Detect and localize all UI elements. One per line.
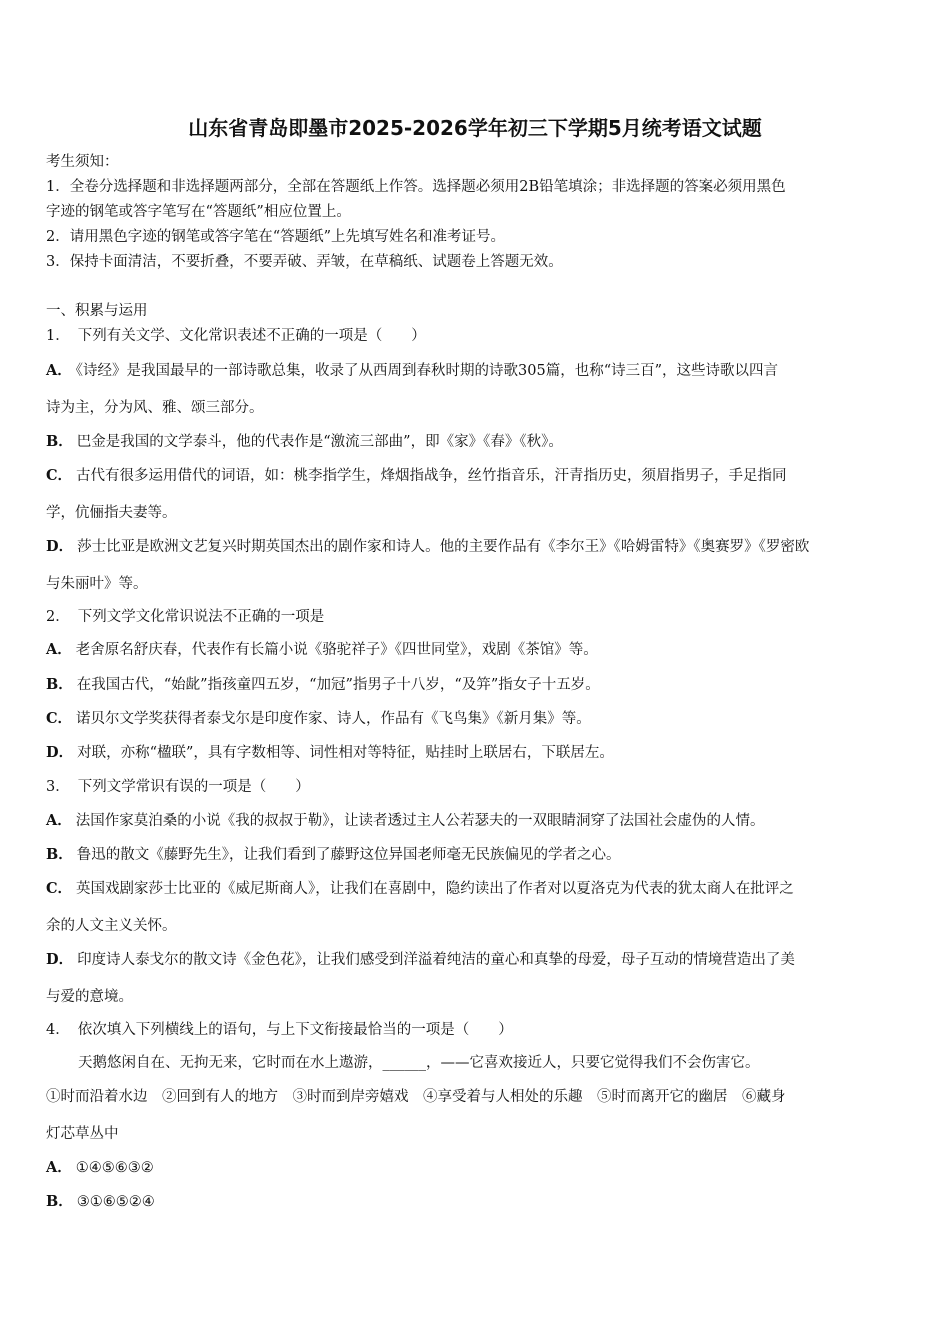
q1-option-b	[46, 432, 563, 452]
option-letter: A．	[46, 812, 72, 829]
question-1	[46, 326, 426, 346]
notice-item: 1．全卷分选择题和非选择题两部分，全部在答题纸上作答。选择题必须用2B铅笔填涂；非选择题的答案必须用黑色	[46, 179, 786, 195]
q4-option-a	[46, 1158, 154, 1178]
question-number: 1．	[46, 328, 70, 344]
question-4	[46, 1020, 513, 1040]
option-letter: A．	[46, 641, 72, 658]
q2-option-d	[46, 743, 614, 763]
option-text: 鲁迅的散文《藤野先生》，让我们看到了藤野这位异国老师毫无民族偏见的学者之心。	[76, 847, 621, 863]
q2-option-a	[46, 640, 598, 660]
option-text: 英国戏剧家莎士比亚的《威尼斯商人》，让我们在喜剧中，隐约读出了作者对以夏洛克为代表的犹太商人在批评之	[76, 881, 794, 897]
option-letter: C．	[46, 710, 73, 727]
question-number: 3．	[46, 779, 70, 795]
question-number: 4．	[46, 1022, 70, 1038]
question-stem: 下列文学常识有误的一项是（ ）	[77, 779, 310, 795]
notice-item: 字迹的钢笔或答字笔写在“答题纸”相应位置上。	[46, 204, 351, 220]
q2-option-b	[46, 675, 600, 695]
option-letter: A．	[46, 362, 72, 379]
option-text: 古代有很多运用借代的词语，如：桃李指学生，烽烟指战争，丝竹指音乐，汗青指历史，须眉指男子，手足指同	[76, 468, 787, 484]
q3-option-c-cont: 余的人文主义关怀。	[46, 918, 177, 934]
question-2	[46, 607, 324, 627]
notice-heading: 考生须知：	[46, 154, 119, 170]
option-text: 巴金是我国的文学泰斗，他的代表作是“激流三部曲”，即《家》《春》《秋》。	[76, 434, 563, 450]
q4-choices-cont: 灯芯草丛中	[46, 1126, 119, 1142]
option-text: 法国作家莫泊桑的小说《我的叔叔于勒》，让读者透过主人公若瑟夫的一双眼睛洞穿了法国社会虚伪的人情。	[75, 813, 765, 829]
question-3	[46, 777, 310, 797]
option-letter: C．	[46, 467, 73, 484]
q4-choices: ①时而沿着水边 ②回到有人的地方 ③时而到岸旁嬉戏 ④享受着与人相处的乐趣 ⑤时而离开它的幽居 ⑥藏身	[46, 1089, 786, 1105]
q1-option-c	[46, 466, 787, 486]
page-title: 山东省青岛即墨市2025-2026学年初三下学期5月统考语文试题	[188, 116, 762, 140]
option-text: 在我国古代，“始龀”指孩童四五岁，“加冠”指男子十八岁，“及笄”指女子十五岁。	[76, 677, 600, 693]
q3-option-c	[46, 879, 794, 899]
option-letter: D．	[46, 951, 74, 968]
q1-option-a	[46, 361, 778, 381]
question-stem: 下列文学文化常识说法不正确的一项是	[77, 609, 325, 625]
notice-item: 2．请用黑色字迹的钢笔或答字笔在“答题纸”上先填写姓名和准考证号。	[46, 229, 506, 245]
q1-option-d	[46, 537, 809, 557]
q2-option-c	[46, 709, 591, 729]
option-text: 印度诗人泰戈尔的散文诗《金色花》，让我们感受到洋溢着纯洁的童心和真挚的母爱，母子互动的情境营造出了美	[77, 952, 795, 968]
q1-option-a-cont: 诗为主，分为风、雅、颂三部分。	[46, 400, 264, 416]
option-text: ①④⑤⑥③②	[75, 1160, 154, 1176]
option-letter: B．	[46, 433, 73, 450]
question-stem: 下列有关文学、文化常识表述不正确的一项是（ ）	[77, 328, 426, 344]
question-stem: 依次填入下列横线上的语句，与上下文衔接最恰当的一项是（ ）	[77, 1022, 513, 1038]
section-heading: 一、积累与运用	[46, 303, 148, 319]
question-number: 2．	[46, 609, 70, 625]
q1-option-c-cont: 学，伉俪指夫妻等。	[46, 505, 177, 521]
option-letter: B．	[46, 676, 73, 693]
option-letter: D．	[46, 744, 74, 761]
option-letter: A．	[46, 1159, 72, 1176]
q1-option-d-cont: 与朱丽叶》等。	[46, 576, 148, 592]
q4-passage: 天鹅悠闲自在、无拘无来，它时而在水上遨游，______，——它喜欢接近人，只要它觉得我们不会伤害它。	[78, 1055, 760, 1071]
q3-option-d	[46, 950, 795, 970]
option-letter: D．	[46, 538, 74, 555]
notice-item: 3．保持卡面清洁，不要折叠，不要弄破、弄皱，在草稿纸、试题卷上答题无效。	[46, 254, 563, 270]
option-letter: C．	[46, 880, 73, 897]
option-text: ③①⑥⑤②④	[76, 1194, 155, 1210]
option-letter: B．	[46, 1193, 73, 1210]
q3-option-d-cont: 与爱的意境。	[46, 989, 133, 1005]
option-text: 老舍原名舒庆春，代表作有长篇小说《骆驼祥子》《四世同堂》，戏剧《茶馆》等。	[75, 642, 598, 658]
option-text: 《诗经》是我国最早的一部诗歌总集，收录了从西周到春秋时期的诗歌305篇，也称“诗三百”，这些诗歌以四言	[75, 363, 779, 379]
option-text: 诺贝尔文学奖获得者泰戈尔是印度作家、诗人，作品有《飞鸟集》《新月集》等。	[76, 711, 591, 727]
option-letter: B．	[46, 846, 73, 863]
q3-option-a	[46, 811, 765, 831]
q3-option-b	[46, 845, 621, 865]
option-text: 对联，亦称“楹联”，具有字数相等、词性相对等特征，贴挂时上联居右，下联居左。	[77, 745, 614, 761]
option-text: 莎士比亚是欧洲文艺复兴时期英国杰出的剧作家和诗人。他的主要作品有《李尔王》《哈姆雷特》《奥赛罗》《罗密欧	[77, 539, 810, 555]
q4-option-b	[46, 1192, 155, 1212]
